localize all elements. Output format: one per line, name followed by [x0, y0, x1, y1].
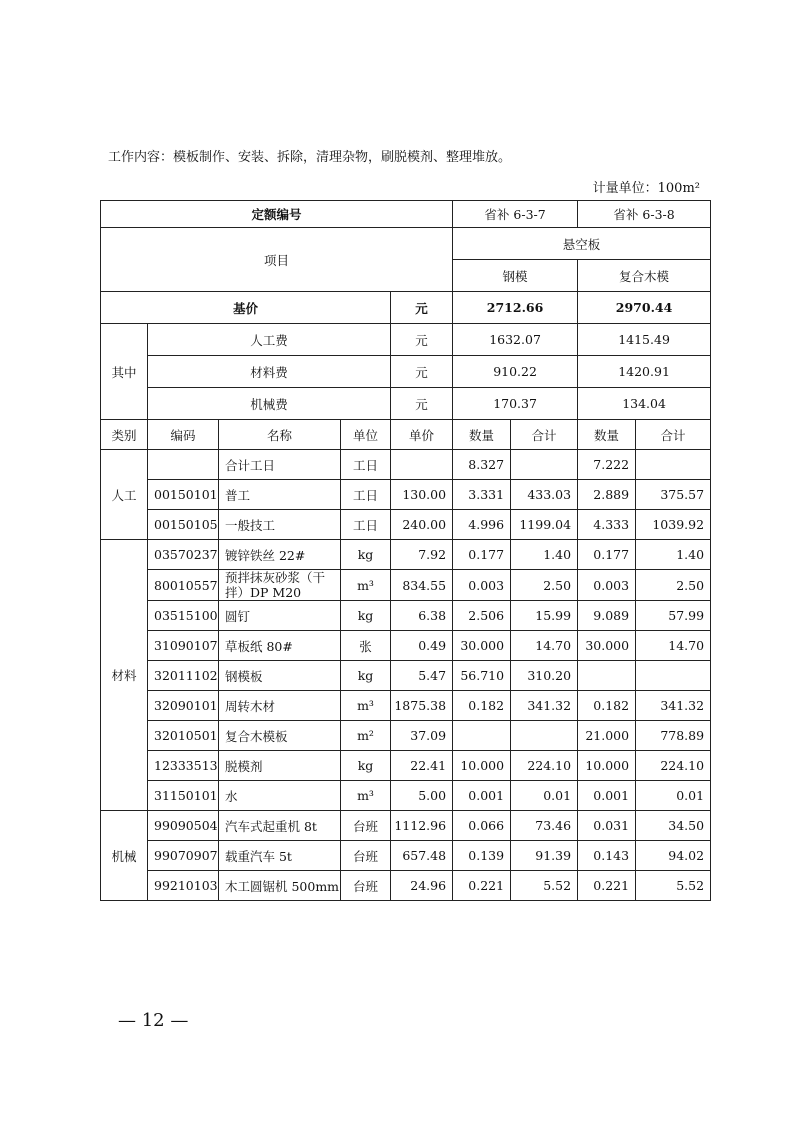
item-name: 汽车式起重机 8t: [219, 811, 341, 841]
total-2: 5.52: [636, 871, 711, 901]
quantity-2: 0.001: [578, 781, 636, 811]
of-which-value-2: 1415.49: [578, 324, 711, 356]
item-code: 00150105: [148, 510, 219, 540]
item-unit: kg: [341, 540, 391, 570]
item-name: 钢模板: [219, 661, 341, 691]
total-1: 91.39: [511, 841, 578, 871]
unit-price: 834.55: [391, 570, 453, 601]
item-code: [148, 450, 219, 480]
total-1: 15.99: [511, 601, 578, 631]
item-name-row: [101, 228, 711, 260]
unit-price: 657.48: [391, 841, 453, 871]
column-header-row: [101, 420, 711, 450]
quantity-1: 0.066: [453, 811, 511, 841]
total-2: 1039.92: [636, 510, 711, 540]
item-unit: 工日: [341, 450, 391, 480]
item-name: 圆钉: [219, 601, 341, 631]
item-unit: kg: [341, 751, 391, 781]
item-name: 周转木材: [219, 691, 341, 721]
item-code: 99210103: [148, 871, 219, 901]
quota-code-1: 省补 6-3-7: [453, 201, 578, 228]
item-unit: 张: [341, 631, 391, 661]
total-1: 341.32: [511, 691, 578, 721]
quantity-2: 0.182: [578, 691, 636, 721]
table-row: [101, 751, 711, 781]
total-1: 224.10: [511, 751, 578, 781]
of-which-row: [101, 356, 711, 388]
quantity-1: 0.177: [453, 540, 511, 570]
quantity-1: 0.003: [453, 570, 511, 601]
item-unit: kg: [341, 601, 391, 631]
measurement-unit-note: 计量单位：100m²: [592, 181, 700, 196]
of-which-value-1: 910.22: [453, 356, 578, 388]
total-2: 1.40: [636, 540, 711, 570]
item-name: 草板纸 80#: [219, 631, 341, 661]
item-name: 悬空板: [453, 228, 711, 260]
quantity-1: 30.000: [453, 631, 511, 661]
table-row: [101, 450, 711, 480]
column-header: 单位: [341, 420, 391, 450]
total-2: 778.89: [636, 721, 711, 751]
item-name: 普工: [219, 480, 341, 510]
quota-number-row: [101, 201, 711, 228]
item-unit: 台班: [341, 871, 391, 901]
unit-price: 24.96: [391, 871, 453, 901]
table-row: [101, 691, 711, 721]
labor-category-label: 人工: [101, 450, 148, 540]
column-header: 单价: [391, 420, 453, 450]
table-row: [101, 601, 711, 631]
unit-price: 6.38: [391, 601, 453, 631]
of-which-label: 其中: [101, 324, 148, 420]
total-2: [636, 450, 711, 480]
of-which-unit: 元: [391, 356, 453, 388]
total-2: 34.50: [636, 811, 711, 841]
item-name: 镀锌铁丝 22#: [219, 540, 341, 570]
base-price-row: [101, 292, 711, 324]
total-2: 2.50: [636, 570, 711, 601]
unit-price: 1875.38: [391, 691, 453, 721]
quantity-1: 10.000: [453, 751, 511, 781]
item-unit: 台班: [341, 841, 391, 871]
of-which-value-1: 1632.07: [453, 324, 578, 356]
item-code: 03515100: [148, 601, 219, 631]
machinery-category-label: 机械: [101, 811, 148, 901]
quantity-1: [453, 721, 511, 751]
table-row: [101, 570, 711, 601]
item-name: 复合木模板: [219, 721, 341, 751]
table-row: [101, 811, 711, 841]
unit-price: 7.92: [391, 540, 453, 570]
item-unit: m³: [341, 570, 391, 601]
item-code: 32010501: [148, 721, 219, 751]
item-name: 预拌抹灰砂浆（干拌）DP M20: [219, 570, 341, 601]
table-row: [101, 480, 711, 510]
quantity-2: 0.177: [578, 540, 636, 570]
item-code: 31150101: [148, 781, 219, 811]
of-which-value-2: 134.04: [578, 388, 711, 420]
table-row: [101, 510, 711, 540]
column-header: 数量: [578, 420, 636, 450]
item-unit: m³: [341, 781, 391, 811]
quantity-2: [578, 661, 636, 691]
materials-category-label: 材料: [101, 540, 148, 811]
total-1: 2.50: [511, 570, 578, 601]
work-content-text: 工作内容：模板制作、安装、拆除，清理杂物，刷脱模剂、整理堆放。: [108, 150, 512, 165]
quantity-1: 0.221: [453, 871, 511, 901]
unit-price: 22.41: [391, 751, 453, 781]
of-which-value-2: 1420.91: [578, 356, 711, 388]
total-1: 73.46: [511, 811, 578, 841]
of-which-value-1: 170.37: [453, 388, 578, 420]
page-number: — 12 —: [118, 1010, 189, 1031]
total-2: 224.10: [636, 751, 711, 781]
of-which-name: 人工费: [148, 324, 391, 356]
unit-price: 37.09: [391, 721, 453, 751]
item-code: 03570237: [148, 540, 219, 570]
unit-price: [391, 450, 453, 480]
quantity-1: 8.327: [453, 450, 511, 480]
total-1: 5.52: [511, 871, 578, 901]
item-unit: m³: [341, 691, 391, 721]
table-row: [101, 661, 711, 691]
quantity-2: 0.031: [578, 811, 636, 841]
item-code: 99090504: [148, 811, 219, 841]
total-2: 375.57: [636, 480, 711, 510]
quantity-2: 9.089: [578, 601, 636, 631]
table-row: [101, 540, 711, 570]
item-code: 00150101: [148, 480, 219, 510]
quantity-1: 56.710: [453, 661, 511, 691]
total-1: 14.70: [511, 631, 578, 661]
item-unit: 工日: [341, 480, 391, 510]
item-name: 水: [219, 781, 341, 811]
variant-2: 复合木模: [578, 260, 711, 292]
of-which-row: [101, 388, 711, 420]
quantity-2: 2.889: [578, 480, 636, 510]
total-2: 94.02: [636, 841, 711, 871]
of-which-name: 机械费: [148, 388, 391, 420]
total-1: 1.40: [511, 540, 578, 570]
item-unit: 工日: [341, 510, 391, 540]
quantity-2: 10.000: [578, 751, 636, 781]
total-2: 57.99: [636, 601, 711, 631]
unit-price: 240.00: [391, 510, 453, 540]
quantity-1: 2.506: [453, 601, 511, 631]
table-row: [101, 721, 711, 751]
table-row: [101, 781, 711, 811]
unit-price: 0.49: [391, 631, 453, 661]
item-name: 载重汽车 5t: [219, 841, 341, 871]
item-unit: m²: [341, 721, 391, 751]
column-header: 合计: [511, 420, 578, 450]
item-code: 32090101: [148, 691, 219, 721]
total-2: 0.01: [636, 781, 711, 811]
quantity-2: 7.222: [578, 450, 636, 480]
item-unit: 台班: [341, 811, 391, 841]
item-label: 项目: [101, 228, 453, 292]
of-which-name: 材料费: [148, 356, 391, 388]
total-1: 0.01: [511, 781, 578, 811]
item-name: 一般技工: [219, 510, 341, 540]
base-price-unit: 元: [391, 292, 453, 324]
quantity-1: 0.139: [453, 841, 511, 871]
base-price-label: 基价: [101, 292, 391, 324]
total-1: 1199.04: [511, 510, 578, 540]
quantity-1: 0.001: [453, 781, 511, 811]
column-header: 编码: [148, 420, 219, 450]
quota-table: [100, 200, 711, 901]
of-which-unit: 元: [391, 324, 453, 356]
unit-price: 1112.96: [391, 811, 453, 841]
quantity-2: 21.000: [578, 721, 636, 751]
quantity-2: 0.003: [578, 570, 636, 601]
total-1: 310.20: [511, 661, 578, 691]
unit-price: 5.47: [391, 661, 453, 691]
quantity-1: 4.996: [453, 510, 511, 540]
item-code: 31090107: [148, 631, 219, 661]
quantity-2: 4.333: [578, 510, 636, 540]
quota-code-2: 省补 6-3-8: [578, 201, 711, 228]
total-1: [511, 721, 578, 751]
item-unit: kg: [341, 661, 391, 691]
total-2: 341.32: [636, 691, 711, 721]
quota-number-label: 定额编号: [101, 201, 453, 228]
quantity-2: 30.000: [578, 631, 636, 661]
column-header: 数量: [453, 420, 511, 450]
table-row: [101, 631, 711, 661]
column-header: 名称: [219, 420, 341, 450]
unit-price: 130.00: [391, 480, 453, 510]
item-code: 99070907: [148, 841, 219, 871]
total-2: [636, 661, 711, 691]
quantity-2: 0.143: [578, 841, 636, 871]
quantity-2: 0.221: [578, 871, 636, 901]
column-header: 合计: [636, 420, 711, 450]
item-name: 合计工日: [219, 450, 341, 480]
base-price-2: 2970.44: [578, 292, 711, 324]
total-2: 14.70: [636, 631, 711, 661]
item-code: 80010557: [148, 570, 219, 601]
item-code: 12333513: [148, 751, 219, 781]
of-which-row: [101, 324, 711, 356]
item-name: 木工圆锯机 500mm: [219, 871, 341, 901]
unit-price: 5.00: [391, 781, 453, 811]
base-price-1: 2712.66: [453, 292, 578, 324]
quantity-1: 3.331: [453, 480, 511, 510]
variant-1: 钢模: [453, 260, 578, 292]
total-1: 433.03: [511, 480, 578, 510]
total-1: [511, 450, 578, 480]
table-row: [101, 871, 711, 901]
item-code: 32011102: [148, 661, 219, 691]
of-which-unit: 元: [391, 388, 453, 420]
column-header: 类别: [101, 420, 148, 450]
quantity-1: 0.182: [453, 691, 511, 721]
table-row: [101, 841, 711, 871]
item-name: 脱模剂: [219, 751, 341, 781]
